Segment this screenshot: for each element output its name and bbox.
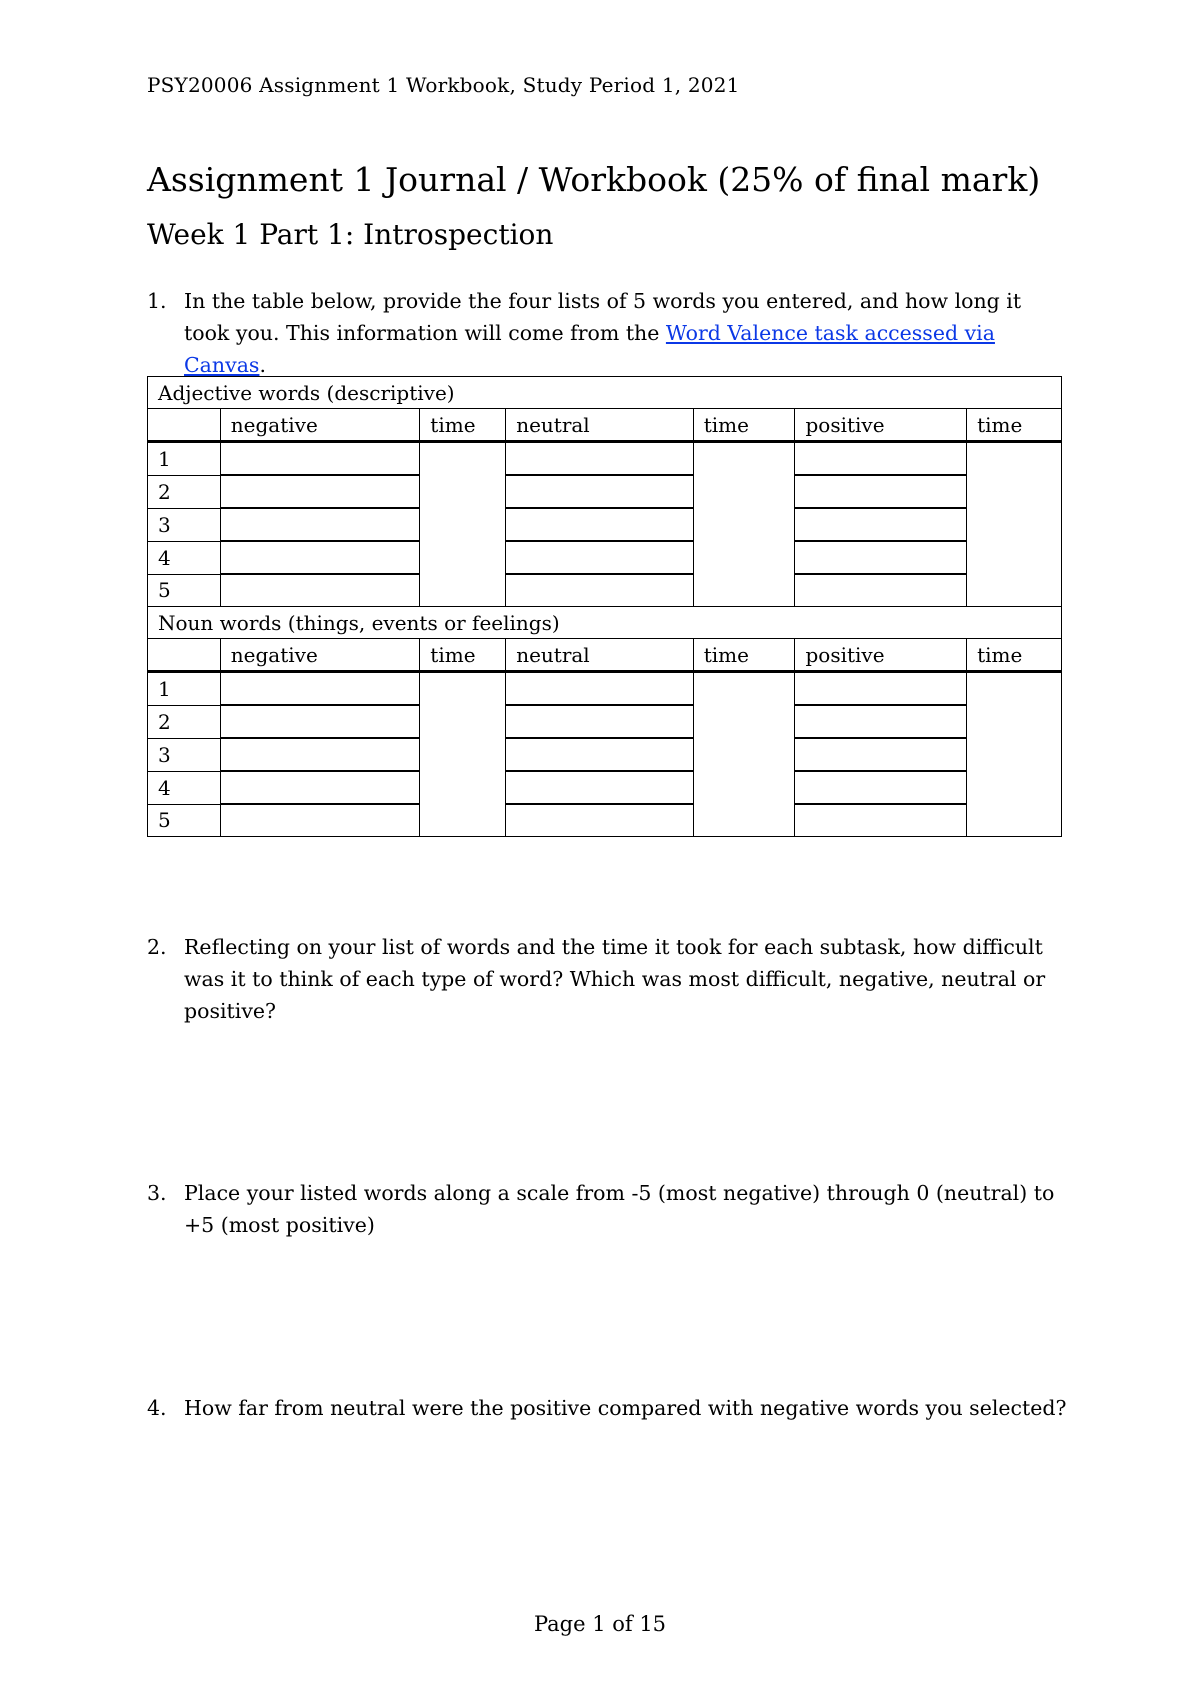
negative-word-cell[interactable]: [220, 475, 420, 508]
table-row: [148, 475, 1062, 508]
section-subtitle: Week 1 Part 1: Introspection: [147, 218, 554, 251]
positive-word-cell[interactable]: [795, 771, 967, 804]
neutral-word-cell[interactable]: [506, 541, 694, 574]
neutral-word-cell[interactable]: [506, 705, 694, 738]
negative-word-cell[interactable]: [220, 771, 420, 804]
row-number: 3: [148, 508, 221, 541]
positive-word-cell[interactable]: [795, 738, 967, 771]
column-header: time: [693, 409, 795, 442]
negative-word-cell[interactable]: [220, 738, 420, 771]
table-row: [148, 672, 1062, 706]
positive-word-cell[interactable]: [795, 574, 967, 607]
neutral-word-cell[interactable]: [506, 574, 694, 607]
negative-word-cell[interactable]: [220, 541, 420, 574]
column-header: negative: [220, 409, 420, 442]
page-number-footer: Page 1 of 15: [533, 1612, 667, 1636]
column-header: [148, 409, 221, 442]
neutral-word-cell[interactable]: [506, 804, 694, 837]
column-header: negative: [220, 639, 420, 672]
negative-time-cell[interactable]: [420, 442, 506, 607]
table-row: [148, 705, 1062, 738]
negative-word-cell[interactable]: [220, 672, 420, 706]
question-number: 3.: [147, 1181, 167, 1205]
question-3: [147, 1177, 1067, 1241]
row-number: 4: [148, 541, 221, 574]
table-row: [148, 771, 1062, 804]
table-section-header: Adjective words (descriptive): [148, 377, 1062, 409]
column-header: time: [420, 409, 506, 442]
running-header: PSY20006 Assignment 1 Workbook, Study Period 1, 2021: [147, 73, 740, 97]
neutral-word-cell[interactable]: [506, 771, 694, 804]
positive-time-cell[interactable]: [967, 672, 1062, 837]
column-header: neutral: [506, 639, 694, 672]
word-valence-task-link[interactable]: Word Valence task accessed via Canvas: [184, 321, 995, 377]
neutral-word-cell[interactable]: [506, 475, 694, 508]
neutral-time-cell[interactable]: [693, 672, 795, 837]
table-section-header: Noun words (things, events or feelings): [148, 607, 1062, 639]
table-header-row: [148, 409, 1062, 442]
table-row: [148, 574, 1062, 607]
positive-word-cell[interactable]: [795, 508, 967, 541]
table-row: [148, 442, 1062, 476]
positive-word-cell[interactable]: [795, 541, 967, 574]
row-number: 2: [148, 475, 221, 508]
row-number: 1: [148, 672, 221, 706]
column-header: [148, 639, 221, 672]
positive-word-cell[interactable]: [795, 705, 967, 738]
negative-word-cell[interactable]: [220, 705, 420, 738]
question-text: In the table below, provide the four lists of 5 words you entered, and how long it took you. This information will come from the Word Valence task accessed via Canvas.: [184, 289, 1022, 377]
column-header: time: [420, 639, 506, 672]
negative-time-cell[interactable]: [420, 672, 506, 837]
neutral-word-cell[interactable]: [506, 508, 694, 541]
table-row: [148, 738, 1062, 771]
positive-word-cell[interactable]: [795, 804, 967, 837]
table-header-row: [148, 639, 1062, 672]
question-4: [147, 1392, 1067, 1424]
question-number: 2.: [147, 935, 167, 959]
row-number: 5: [148, 804, 221, 837]
column-header: positive: [795, 639, 967, 672]
negative-word-cell[interactable]: [220, 804, 420, 837]
question-2: [147, 931, 1067, 1027]
column-header: time: [967, 639, 1062, 672]
column-header: time: [967, 409, 1062, 442]
question-text: Place your listed words along a scale from -5 (most negative) through 0 (neutral) to +5 (most positive): [184, 1181, 1055, 1237]
row-number: 5: [148, 574, 221, 607]
question-number: 1.: [147, 289, 167, 313]
positive-time-cell[interactable]: [967, 442, 1062, 607]
neutral-word-cell[interactable]: [506, 738, 694, 771]
table-row: [148, 804, 1062, 837]
neutral-time-cell[interactable]: [693, 442, 795, 607]
row-number: 3: [148, 738, 221, 771]
positive-word-cell[interactable]: [795, 442, 967, 476]
negative-word-cell[interactable]: [220, 508, 420, 541]
column-header: positive: [795, 409, 967, 442]
neutral-word-cell[interactable]: [506, 672, 694, 706]
row-number: 1: [148, 442, 221, 476]
neutral-word-cell[interactable]: [506, 442, 694, 476]
page-title: Assignment 1 Journal / Workbook (25% of final mark): [147, 160, 1041, 199]
negative-word-cell[interactable]: [220, 574, 420, 607]
question-number: 4.: [147, 1396, 167, 1420]
positive-word-cell[interactable]: [795, 475, 967, 508]
column-header: time: [693, 639, 795, 672]
question-text: Reflecting on your list of words and the time it took for each subtask, how difficult was it to think of each type of word? Which was most difficult, negative, neutral or positive?: [184, 935, 1046, 1023]
question-text: How far from neutral were the positive compared with negative words you selected?: [184, 1396, 1067, 1420]
column-header: neutral: [506, 409, 694, 442]
row-number: 2: [148, 705, 221, 738]
table-row: [148, 541, 1062, 574]
positive-word-cell[interactable]: [795, 672, 967, 706]
word-valence-table: [147, 376, 1062, 837]
question-1: [147, 285, 1067, 381]
table-row: [148, 508, 1062, 541]
negative-word-cell[interactable]: [220, 442, 420, 476]
row-number: 4: [148, 771, 221, 804]
